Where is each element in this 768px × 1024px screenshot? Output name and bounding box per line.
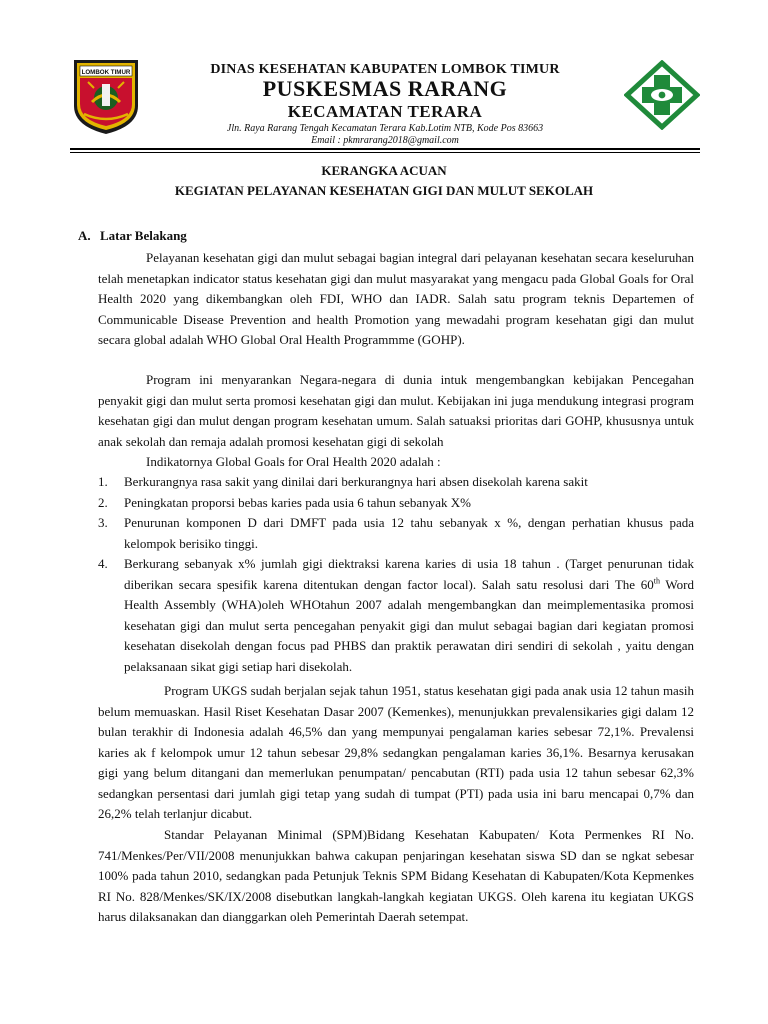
paragraph-2 bbox=[98, 370, 694, 452]
list-item-number: 4. bbox=[98, 556, 108, 571]
list-item bbox=[98, 493, 694, 514]
address-line: Jln. Raya Rarang Tengah Kecamatan Terara Kab.Lotim NTB, Kode Pos 83663 bbox=[226, 123, 544, 134]
list-item-text: Peningkatan proporsi bebas karies pada usia 6 tahun sebanyak X% bbox=[124, 494, 471, 510]
emblem-label: LOMBOK TIMUR bbox=[81, 69, 131, 76]
paragraph-5-text: Standar Pelayanan Minimal (SPM)Bidang Kesehatan Kabupaten/ Kota Permenkes RI No. 741/Menkes/Per/VII/2008 menunjukkan bahwa cakupan penjaringan kesehatan siswa SD dan se ngkat sebesar 100% pada tahun 2010, sedangkan pada Petunjuk Teknis SPM Bidang Kesehatan di Kabupaten/Kota Kepmenkes RI No. 828/Menkes/SK/IX/2008 disebutkan langkah-langkah kegiatan UKGS. Oleh karena itu kegiatan UKGS harus dilaksanakan dan dianggarkan oleh Pemerintah Daerah setempat. bbox=[98, 827, 694, 924]
list-item bbox=[98, 472, 694, 493]
document-subtitle: KEGIATAN PELAYANAN KESEHATAN GIGI DAN MULUT SEKOLAH bbox=[174, 183, 594, 198]
agency-name: DINAS KESEHATAN KABUPATEN LOMBOK TIMUR bbox=[210, 62, 560, 77]
list-item bbox=[98, 554, 694, 677]
document-title: KERANGKA ACUAN bbox=[321, 163, 447, 178]
section-letter: A. bbox=[78, 228, 91, 243]
lombok-timur-emblem-icon bbox=[70, 58, 142, 136]
section-title: Latar Belakang bbox=[100, 228, 187, 243]
email-line: Email : pkmrarang2018@gmail.com bbox=[311, 135, 459, 146]
list-item-text-a: Berkurang sebanyak x% jumlah gigi diektraksi karena karies di usia 18 tahun . (Target penurunan tidak diberikan secara spesifik karena ditentukan dengan factor local). Salah satu resolusi dari The 60 bbox=[124, 556, 694, 592]
list-item-text bbox=[124, 556, 694, 674]
header-divider-thick bbox=[70, 148, 700, 150]
paragraph-3 bbox=[98, 452, 694, 473]
paragraph-5 bbox=[98, 825, 694, 928]
paragraph-1 bbox=[98, 248, 694, 351]
header-divider-thin bbox=[70, 152, 700, 153]
list-item-number: 2. bbox=[98, 494, 108, 510]
list-item-text: Berkurangnya rasa sakit yang dinilai dari berkurangnya hari absen disekolah karena sakit bbox=[124, 474, 588, 489]
paragraph-4 bbox=[98, 681, 694, 825]
list-item-text-b: Word Health Assembly (WHA)oleh WHOtahun 2007 adalah mengembangkan dan meimplementasika promosi kesehatan gigi dan mulut serta pencegahan penyakit gigi dan mulut sebagai bagian dari kegiatan promosi kesehatan disekolah dengan focus pad PHBS dan praktik perawatan diri sendiri di sekolah , yaitu dengan pelaksanaan sikat gigi setiap hari disekolah. bbox=[124, 576, 694, 674]
superscript: th bbox=[653, 576, 660, 586]
paragraph-2-text: Program ini menyarankan Negara-negara di dunia intuk mengembangkan kebijakan Pencegahan penyakit gigi dan mulut serta promosi kesehatan gigi dan mulut. Kebijakan ini juga mendukung integrasi program kesehatan gigi dan mulut dengan program kesehatan umum. Salah satuaksi prioritas dari GOHP, khususnya untuk anak sekolah dan remaja adalah promosi kesehatan gigi di sekolah bbox=[98, 372, 694, 449]
paragraph-3-text: Indikatornya Global Goals for Oral Health 2020 adalah : bbox=[146, 454, 441, 469]
paragraph-1-text: Pelayanan kesehatan gigi dan mulut sebagai bagian integral dari pelayanan kesehatan secara keseluruhan telah menetapkan indicator status kesehatan gigi dan mulut masyarakat yang mengacu pada Global Goals for Oral Health 2020 yang dikembangkan oleh FDI, WHO dan IADR. Salah satu program teknis Departemen of Communicable Disease Prevention and health Promotion yang mewadahi program kesehatan gigi dan mulut secara global adalah WHO Global Oral Health Programmme (GOHP). bbox=[98, 250, 694, 347]
list-item-number: 1. bbox=[98, 474, 108, 489]
list-item bbox=[98, 513, 694, 554]
puskesmas-logo-icon bbox=[624, 60, 700, 130]
district-name: KECAMATAN TERARA bbox=[287, 102, 483, 121]
paragraph-4-text: Program UKGS sudah berjalan sejak tahun 1951, status kesehatan gigi pada anak usia 12 tahun masih belum memuaskan. Hasil Riset Kesehatan Dasar 2007 (Kemenkes), menunjukkan prevalensikaries gigi dalam 12 bulan terakhir di Indonesia adalah 46,5% dan yang mempunyai pengalaman karies sebesar 72,1%. Prevalensi karies ak f kelompok umur 12 tahun sebesar 29,8% sedangkan pengalaman karies 36,1%. Besarnya kerusakan gigi yang belum ditangani dan memerlukan penumpatan/ pencabutan (RTI) pada usia 12 tahun sebesar 62,3% sedangkan persentasi dari jumlah gigi tetap yang sudah di tumpat (PTI) pada usia ini baru mencapai 0,7% dan 26,2% telah terlanjur dicabut. bbox=[98, 683, 694, 821]
indicator-list bbox=[98, 472, 694, 677]
list-item-number: 3. bbox=[98, 515, 108, 530]
list-item-text: Penurunan komponen D dari DMFT pada usia 12 tahu sebanyak x %, dengan perhatian khusus pada kelompok berisiko tinggi. bbox=[124, 515, 694, 551]
puskesmas-name: PUSKESMAS RARANG bbox=[262, 76, 508, 101]
